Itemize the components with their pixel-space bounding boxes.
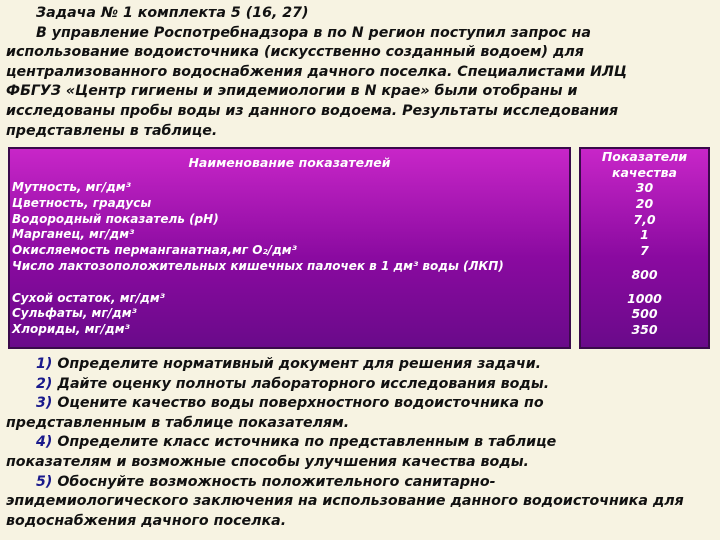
table-row-value: 7 bbox=[640, 243, 649, 259]
task-item bbox=[6, 433, 714, 453]
task-continuation: представленным в таблице показателям. bbox=[6, 414, 350, 431]
task-continuation: показателям и возможные способы улучшения качества воды. bbox=[6, 453, 529, 470]
intro-line: исследованы пробы воды из данного водоема. Результаты исследования bbox=[6, 102, 619, 119]
intro-line: В управление Роспотребнадзора в по N регион поступил запрос на bbox=[36, 24, 591, 41]
task-item bbox=[6, 473, 714, 493]
table-row-name: Мутность, мг/дм³ bbox=[12, 180, 131, 194]
table-row-name: Сухой остаток, мг/дм³ bbox=[12, 290, 165, 305]
task-number: 5) bbox=[36, 473, 53, 490]
task-item bbox=[6, 375, 714, 395]
intro-line: централизованного водоснабжения дачного поселка. Специалистами ИЛЦ bbox=[6, 63, 628, 80]
task-number: 3) bbox=[36, 395, 53, 412]
problem-intro bbox=[6, 4, 714, 141]
table-row-name: Окисляемость перманганатная,мг О₂/дм³ bbox=[12, 243, 297, 258]
problem-title: Задача № 1 комплекта 5 (16, 27) bbox=[36, 5, 309, 21]
table-row-value: 20 bbox=[635, 195, 654, 211]
intro-line: использование водоисточника (искусственно созданный водоем) для bbox=[6, 44, 584, 61]
header-quality-values: Показатели качества bbox=[601, 149, 688, 180]
table-row-value: 7,0 bbox=[633, 211, 656, 227]
intro-line: представлены в таблице. bbox=[6, 122, 218, 139]
task-text: Оцените качество воды поверхностного водоисточника по bbox=[57, 395, 544, 412]
task-number: 2) bbox=[36, 375, 53, 392]
table-row-name: Сульфаты, мг/дм³ bbox=[12, 306, 137, 321]
task-text: Дайте оценку полноты лабораторного исследования воды. bbox=[57, 375, 550, 392]
table-row-value: 800 bbox=[631, 266, 658, 282]
table-row-value: 500 bbox=[631, 306, 658, 322]
table-row-value: 1000 bbox=[627, 290, 662, 306]
results-table bbox=[8, 147, 710, 349]
intro-line: ФБГУЗ «Центр гигиены и эпидемиологии в N крае» были отобраны и bbox=[6, 83, 578, 100]
indicator-values bbox=[579, 180, 710, 338]
task-continuation: эпидемиологического заключения на использование данного водоисточника для водоснабжения дачного поселка. bbox=[6, 493, 684, 529]
table-row-name: Цветность, градусы bbox=[12, 195, 152, 210]
task-text: Определите класс источника по представленным в таблице bbox=[57, 434, 557, 451]
table-row-value: 350 bbox=[631, 322, 658, 338]
table-row-name: Число лактозоположительных кишечных палочек в 1 дм³ воды (ЛКП) bbox=[12, 258, 504, 273]
table-row-name: Водородный показатель (рН) bbox=[12, 211, 219, 226]
table-row-value: 1 bbox=[640, 227, 649, 243]
task-text: Обоснуйте возможность положительного санитарно- bbox=[57, 473, 496, 490]
header-indicator-name: Наименование показателей bbox=[188, 155, 391, 170]
table-row-name: Хлориды, мг/дм³ bbox=[12, 322, 130, 337]
task-number: 4) bbox=[36, 434, 53, 451]
task-item bbox=[6, 355, 714, 375]
task-item bbox=[6, 394, 714, 414]
indicator-names bbox=[12, 180, 567, 338]
table-row-name: Марганец, мг/дм³ bbox=[12, 227, 135, 242]
task-list bbox=[6, 355, 714, 531]
task-text: Определите нормативный документ для решения задачи. bbox=[57, 356, 542, 372]
task-number: 1) bbox=[36, 356, 53, 372]
table-row-value: 30 bbox=[635, 180, 654, 195]
